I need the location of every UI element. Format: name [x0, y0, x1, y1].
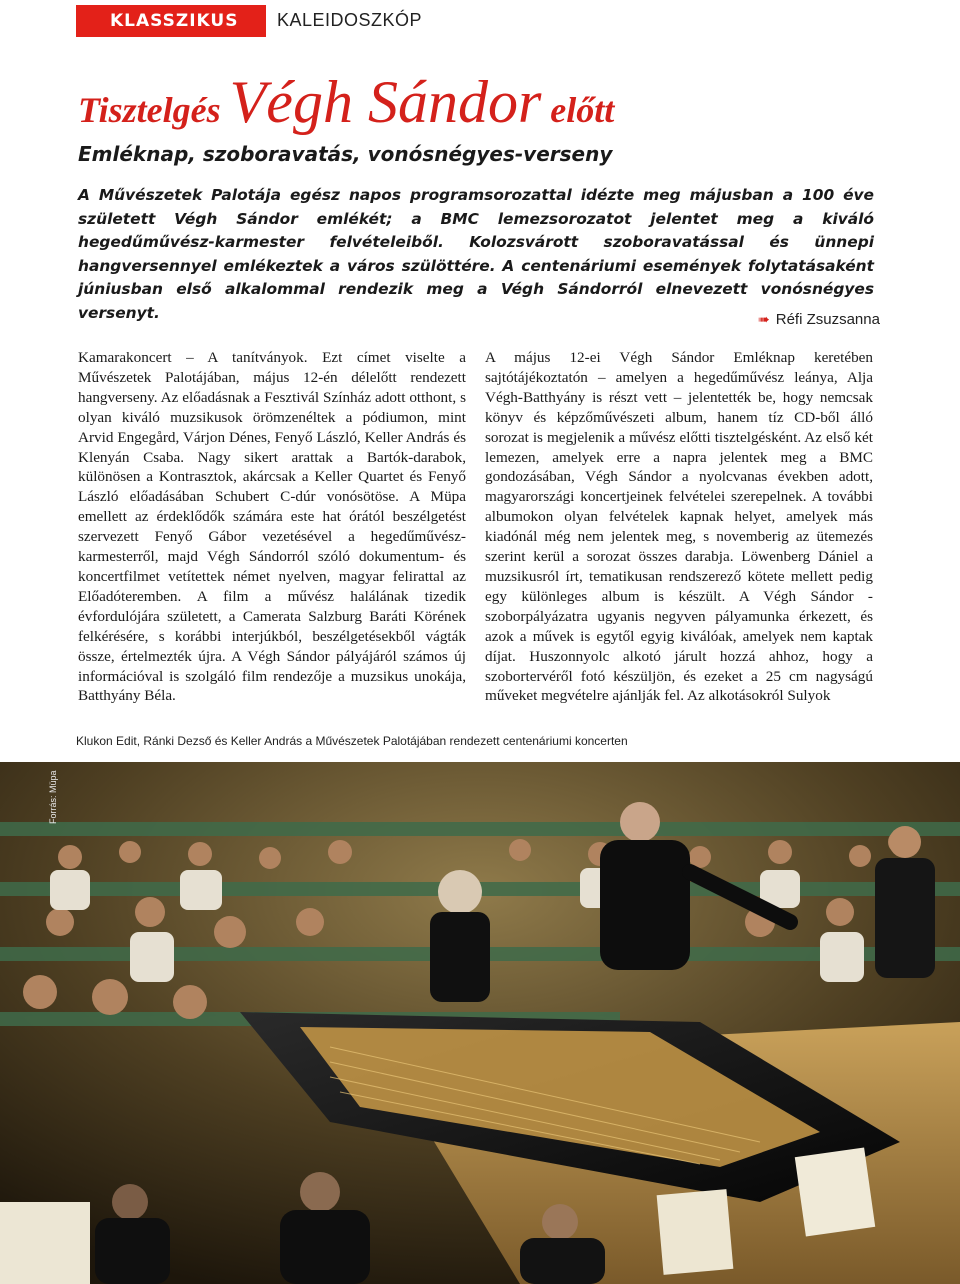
arrow-icon: ➠: [758, 311, 770, 327]
title-part-2: Végh Sándor: [229, 69, 542, 135]
title-part-3: előtt: [541, 90, 615, 130]
photo-credit: [46, 768, 64, 828]
section-tag: [76, 5, 266, 37]
article-lead: A Művészetek Palotája egész napos programsorozattal idézte meg májusban a 100 éve született Végh Sándor emlékét; a BMC lemezsorozatot jelentet meg a kiváló hegedűművész-karmester felvételeiből. Kolozsvárott szoboravatással és ünnepi hangversennyel emlékeztek a város szülöttére. A centenáriumi események folytatásaként júniusban első alkalommal rendezik meg a Végh Sándorról elnevezett vonósnégyes versenyt.: [78, 186, 874, 322]
title-part-1: Tisztelgés: [78, 90, 230, 130]
body-column-left: Kamarakoncert – A tanítványok. Ezt címet viselte a Művészetek Palotájában, május 12-én délelőtt rendezett hangverseny. Az előadásnak a Fesztivál Színház adott otthont, s olyan kiváló muzsikusok örömzenéltek a pódiumon, mint Arvid Engegård, Várjon Dénes, Fenyő László, Keller András és Klenyán Csaba. Nagy sikert arattak a Bartók-darabok, különösen a Kontrasztok, akárcsak a Keller Quartet és Fenyő László előadásában Schubert C-dúr vonósötöse. A Müpa emellett az érdeklődők számára este hat órától beszélgetést szervezett Fenyő Gábor vezetésével a hegedűművész-karmesterről, majd Végh Sándorról szóló dokumentum- és koncertfilmet vetítettek német nyelven, magyar felirattal az Előadóteremben. A film a művész halálának tizedik évfordulójára született, a Camerata Salzburg Baráti Körének felkérésére, s korábbi interjúkból, beszélgetésekből vágták össze, értelmezték újra. A Végh Sándor pályájáról számos új információval is szolgáló film rendezője a muzsikus unokája, Batthyány Béla.: [78, 349, 466, 705]
subsection-label: KALEIDOSZKÓP: [277, 10, 423, 30]
body-column-right: A május 12-ei Végh Sándor Emléknap keretében sajtótájékoztatón – amelyen a hegedűművész leánya, Alja Végh-Batthyány is részt vett – jelentették be, hogy nemcsak könyv és képzőművészeti album, hanem tíz CD-ből álló sorozat is megjelenik a művész előtti tisztelgésként. Az első két lemezen, amelyek erre a napra jelentek meg a BMC gondozásában, Végh Sándor a nyolcvanas években adott, magyarországi koncertjeinek felvételei szerepelnek. A további albumokon olyan felvételek kapnak helyet, amelyek más kiadónál még nem jelentek meg, s novemberig az ütemezés szerint kerül a sorozat összes darabja. Löwenberg Dániel a muzsikusról írt, tematikusan rendszerező kötete mellett pedig egy különleges album is készült. A Végh Sándor -szoborpályázatra ugyanis negyven pályamunka érkezett, és azok a művek is egytől egyig kiválóak, amelyek nem kaptak díjat. Huszonnyolc alkotó járult hozzá ahhoz, hogy a szobortervéről fotó készüljön, és ezeket a 25 cm nagyságú műveket megvételre ajánlják fel. Az alkotásokról Sulyok: [485, 349, 873, 705]
section-label: KLASSZIKUS: [110, 11, 239, 31]
article-subtitle: Emléknap, szoboravatás, vonósnégyes-verseny: [78, 142, 613, 166]
author-name: Réfi Zsuzsanna: [775, 311, 880, 328]
photo-credit-text: Forrás: Müpa: [48, 770, 58, 824]
photo-caption: Klukon Edit, Ránki Dezső és Keller András a Művészetek Palotájában rendezett centenáriumi koncerten: [76, 734, 628, 748]
author-byline: [758, 311, 880, 328]
concert-photo: [0, 762, 960, 1284]
